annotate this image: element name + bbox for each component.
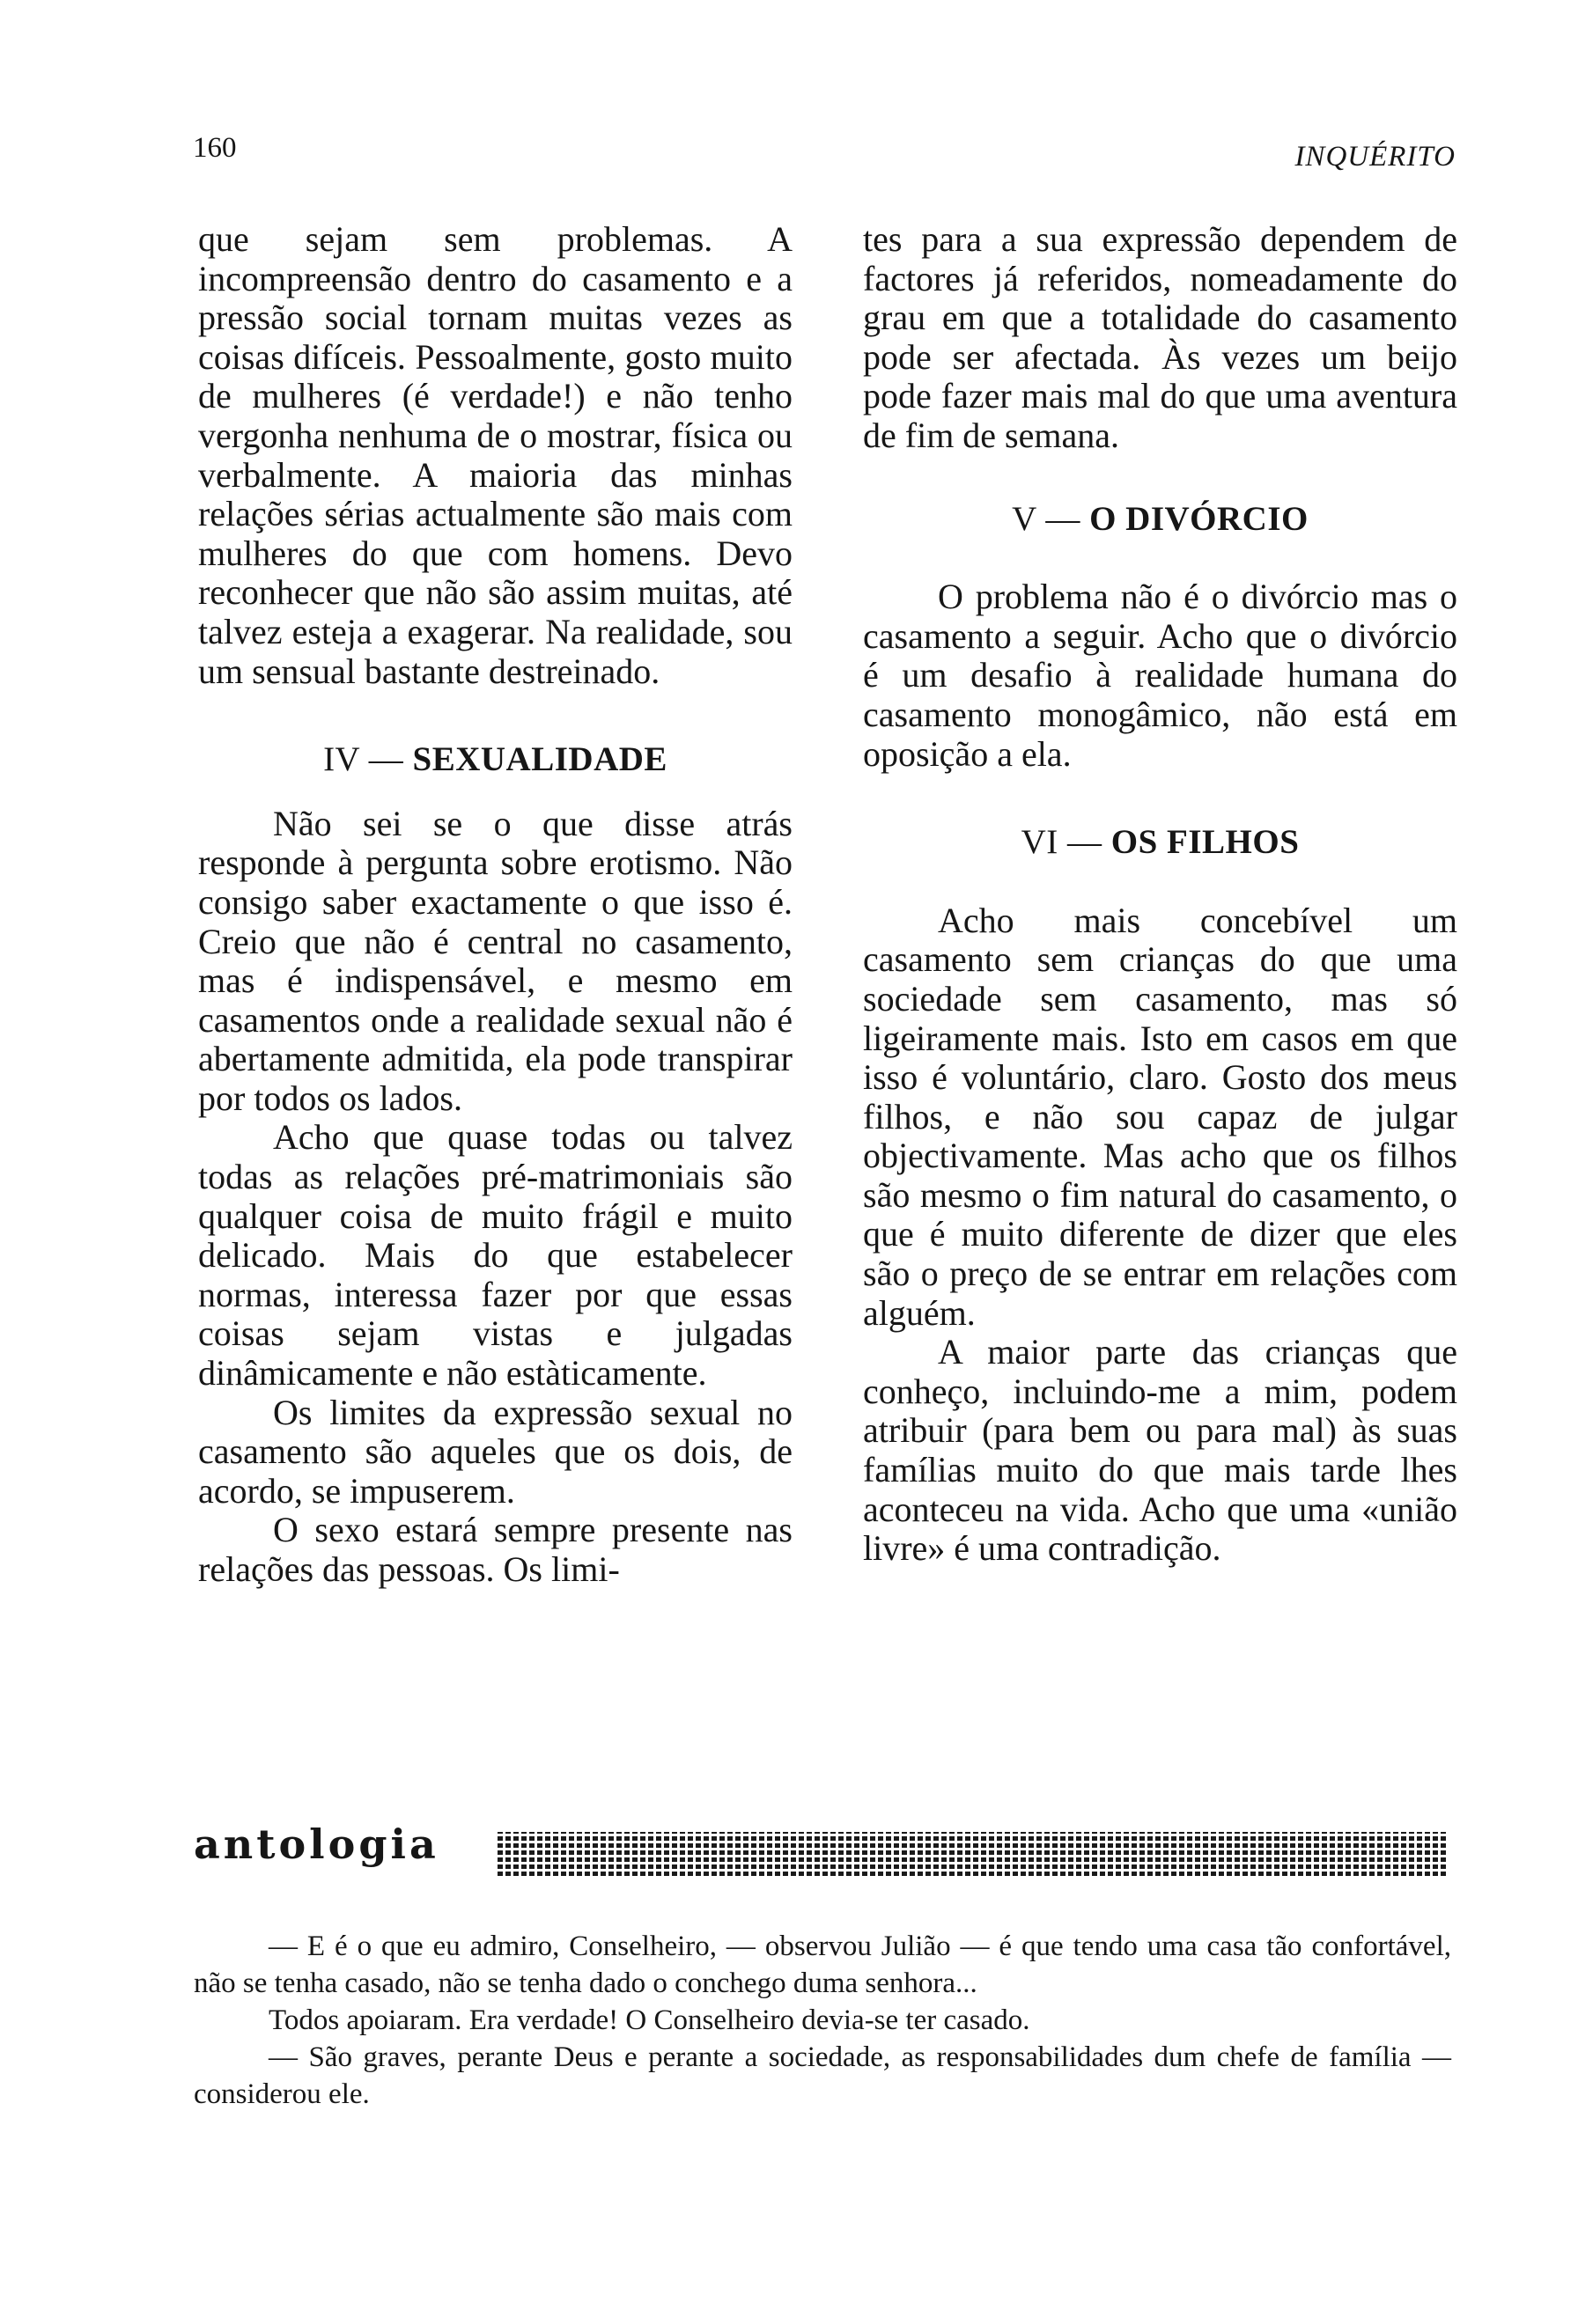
section-number: V —	[1012, 499, 1080, 538]
paragraph: Acho mais concebível um casamento sem crianças do que uma sociedade sem casamento, mas só ligeiramente mais. Isto em casos em que isso é voluntário, claro. Gosto dos meus filhos, e não sou capaz de julgar objectivamente. Mas acho que os filhos são mesmo o fim natural do casamento, o que é muito diferente de dizer que eles são o preço de se entrar em relações com alguém.	[863, 900, 1457, 1333]
paragraph: Acho que quase todas ou talvez todas as relações pré-matrimoniais são qualquer coisa de muito frágil e muito delicado. Mais do que estabelecer normas, interessa fazer por que essas coisas sejam vistas e julgadas dinâmicamente e não estàticamente.	[198, 1117, 793, 1394]
left-column	[198, 220, 793, 1590]
section-number: VI —	[1021, 823, 1102, 862]
section-heading-vi	[863, 823, 1457, 863]
paragraph: O problema não é o divórcio mas o casamento a seguir. Acho que o divórcio é um desafio à realidade humana do casamento monogâmico, não está em oposição a ela.	[863, 577, 1457, 774]
antologia-excerpt	[194, 1928, 1451, 2113]
paragraph: A maior parte das crianças que conheço, incluindo-me a mim, podem atribuir (para bem ou para mal) às suas famílias muito do que mais tarde lhes aconteceu na vida. Acho que uma «união livre» é uma contradição.	[863, 1332, 1457, 1569]
antologia-label: antologia	[194, 1820, 439, 1868]
section-heading-iv	[198, 740, 793, 780]
section-heading-v	[863, 500, 1457, 540]
section-title: O DIVÓRCIO	[1089, 499, 1309, 538]
paragraph: Não sei se o que disse atrás responde à pergunta sobre erotismo. Não consigo saber exactamente o que isso é. Creio que não é central no casamento, mas é indispensável, e mesmo em casamentos onde a realidade sexual não é abertamente admitida, ela pode transpirar por todos os lados.	[198, 803, 793, 1118]
decorative-pattern-bar	[498, 1832, 1449, 1876]
paragraph: tes para a sua expressão dependem de factores já referidos, nomeadamente do grau em que a totalidade do casamento pode ser afectada. Às vezes um beijo pode fazer mais mal do que uma aventura de fim de semana.	[863, 219, 1457, 455]
running-title: INQUÉRITO	[1294, 141, 1456, 173]
paragraph: O sexo estará sempre presente nas relações das pessoas. Os limi-	[198, 1510, 793, 1589]
paragraph: Todos apoiaram. Era verdade! O Conselheiro devia-se ter casado.	[269, 2004, 1030, 2036]
section-title: OS FILHOS	[1110, 823, 1300, 862]
section-title: SEXUALIDADE	[412, 740, 667, 779]
paragraph: — E é o que eu admiro, Conselheiro, — observou Julião — é que tendo uma casa tão confortável, não se tenha casado, não se tenha dado o conchego duma senhora...	[194, 1931, 1451, 1999]
paragraph: Os limites da expressão sexual no casamento são aqueles que os dois, de acordo, se impuserem.	[198, 1392, 793, 1511]
paragraph: que sejam sem problemas. A incompreensão dentro do casamento e a pressão social tornam muitas vezes as coisas difíceis. Pessoalmente, gosto muito de mulheres (é verdade!) e não tenho vergonha nenhuma de o mostrar, física ou verbalmente. A maioria das minhas relações sérias actualmente são mais com mulheres do que com homens. Devo reconhecer que não são assim muitas, até talvez esteja a exagerar. Na realidade, sou um sensual bastante destreinado.	[198, 219, 793, 691]
paragraph: — São graves, perante Deus e perante a sociedade, as responsabilidades dum chefe de família — considerou ele.	[194, 2041, 1451, 2110]
section-number: IV —	[323, 740, 404, 779]
page-number: 160	[193, 132, 237, 164]
right-column	[863, 220, 1457, 1569]
